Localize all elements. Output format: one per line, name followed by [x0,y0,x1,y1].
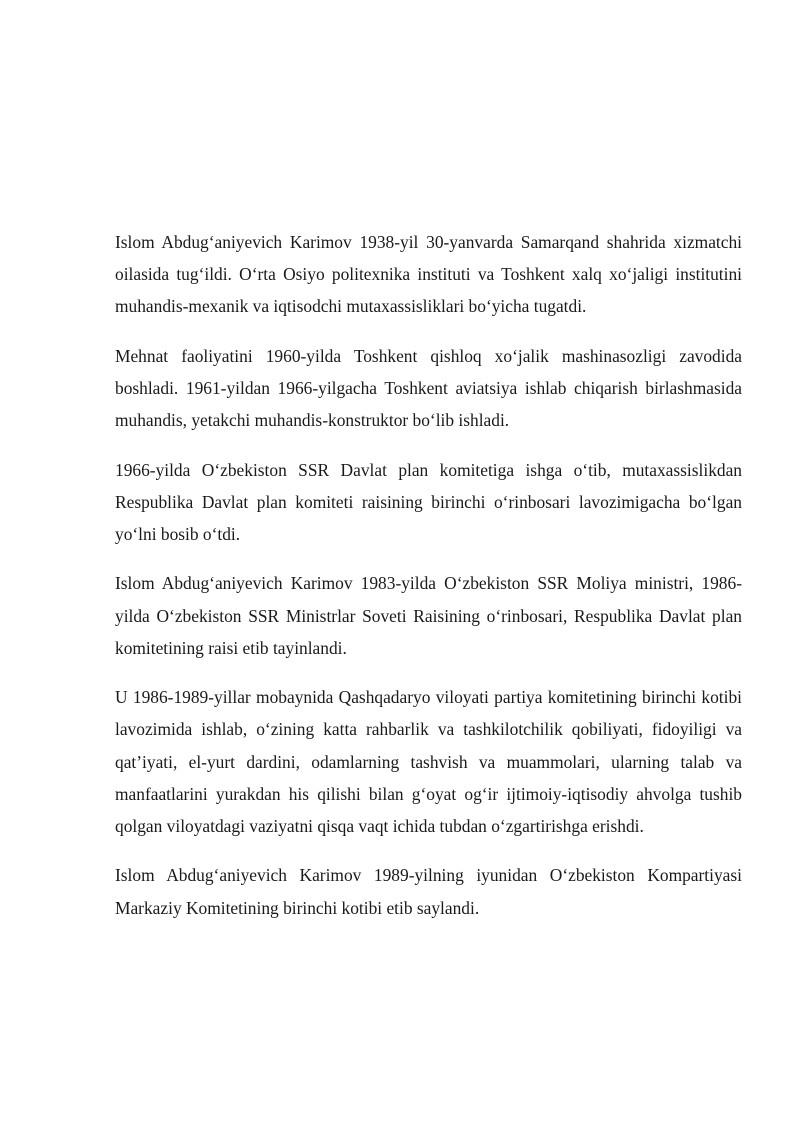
paragraph: Islom Abdug‘aniyevich Karimov 1983-yilda O‘zbekiston SSR Moliya ministri, 1986-yilda O‘zbekiston SSR Ministrlar Soveti Raisining o‘rinbosari, Respublika Davlat plan komitetining raisi etib tayinlandi. [115,573,742,658]
paragraph: U 1986-1989-yillar mobaynida Qashqadaryo viloyati partiya komitetining birinchi kotibi lavozimida ishlab, o‘zining katta rahbarlik va tashkilotchilik qobiliyati, fidoyiligi va qat’iyati, el-yurt dardini, odamlarning tashvish va muammolari, ularning talab va manfaatlarini yurakdan his qilishi bilan g‘oyat og‘ir ijtimoiy-iqtisodiy ahvolga tushib qolgan viloyatdagi vaziyatni qisqa vaqt ichida tubdan o‘zgartirishga erishdi. [115,687,742,836]
paragraph: Islom Abdug‘aniyevich Karimov 1938-yil 30-yanvarda Samarqand shahrida xizmatchi oilasida tug‘ildi. O‘rta Osiyo politexnika instituti va Toshkent xalq xo‘jaligi institutini muhandis-mexanik va iqtisodchi mutaxassisliklari bo‘yicha tugatdi. [115,232,742,317]
paragraph: Mehnat faoliyatini 1960-yilda Toshkent qishloq xo‘jalik mashinasozligi zavodida boshladi. 1961-yildan 1966-yilgacha Toshkent aviatsiya ishlab chiqarish birlashmasida muhandis, yetakchi muhandis-konstruktor bo‘lib ishladi. [115,345,742,431]
document-body [115,226,742,924]
paragraph: 1966-yilda O‘zbekiston SSR Davlat plan komitetiga ishga o‘tib, mutaxassislikdan Respublika Davlat plan komiteti raisining birinchi o‘rinbosari lavozimigacha bo‘lgan yo‘lni bosib o‘tdi. [115,459,742,544]
paragraph: Islom Abdug‘aniyevich Karimov 1989-yilning iyunidan O‘zbekiston Kompartiyasi Markaziy Komitetining birinchi kotibi etib saylandi. [115,865,742,918]
